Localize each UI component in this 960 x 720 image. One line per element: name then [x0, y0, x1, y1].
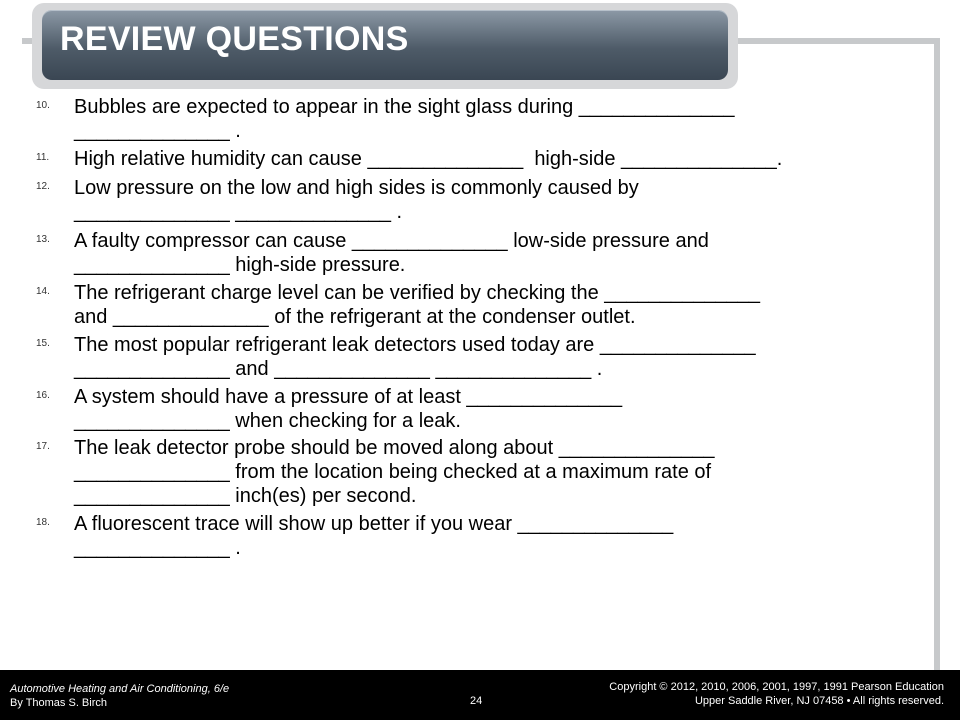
question-number: 12. — [36, 181, 50, 192]
question-number: 15. — [36, 338, 50, 349]
question-text: Bubbles are expected to appear in the sight glass during ______________ ______________ . — [74, 96, 735, 142]
slide-title: REVIEW QUESTIONS — [60, 20, 409, 58]
question-text: High relative humidity can cause ______________ high-side ______________. — [74, 148, 783, 170]
copyright-line-2: Upper Saddle River, NJ 07458 • All rights reserved. — [694, 695, 944, 707]
question-text: The most popular refrigerant leak detectors used today are ______________ ______________ and ______________ ______________ . — [74, 334, 756, 380]
page-number: 24 — [470, 695, 483, 707]
question-number: 13. — [36, 234, 50, 245]
question-text: The refrigerant charge level can be verified by checking the ______________ and ______________ of the refrigerant at the condenser outlet. — [74, 282, 761, 328]
footer-copyright — [609, 680, 944, 708]
question-number: 16. — [36, 390, 50, 401]
question-number: 18. — [36, 517, 50, 528]
question-text: The leak detector probe should be moved along about ______________ ______________ from the location being checked at a maximum rate of ______________ inch(es) per second. — [74, 437, 715, 507]
question-number: 11. — [36, 152, 50, 163]
question-number: 14. — [36, 286, 50, 297]
slide-footer — [0, 670, 960, 720]
question-text: Low pressure on the low and high sides is commonly caused by ______________ ______________ . — [74, 177, 639, 223]
question-number: 17. — [36, 441, 50, 452]
question-text: A fluorescent trace will show up better if you wear ______________ ______________ . — [74, 513, 674, 559]
footer-book-info — [10, 682, 229, 710]
question-number: 10. — [36, 100, 50, 111]
book-title: Automotive Heating and Air Conditioning, 6/e — [10, 683, 230, 695]
book-author: By Thomas S. Birch — [10, 697, 107, 709]
question-text: A system should have a pressure of at least ______________ ______________ when checking for a leak. — [74, 386, 623, 432]
question-text: A faulty compressor can cause ______________ low-side pressure and ______________ high-side pressure. — [74, 230, 709, 276]
copyright-line-1: Copyright © 2012, 2010, 2006, 2001, 1997, 1991 Pearson Education — [609, 681, 944, 693]
